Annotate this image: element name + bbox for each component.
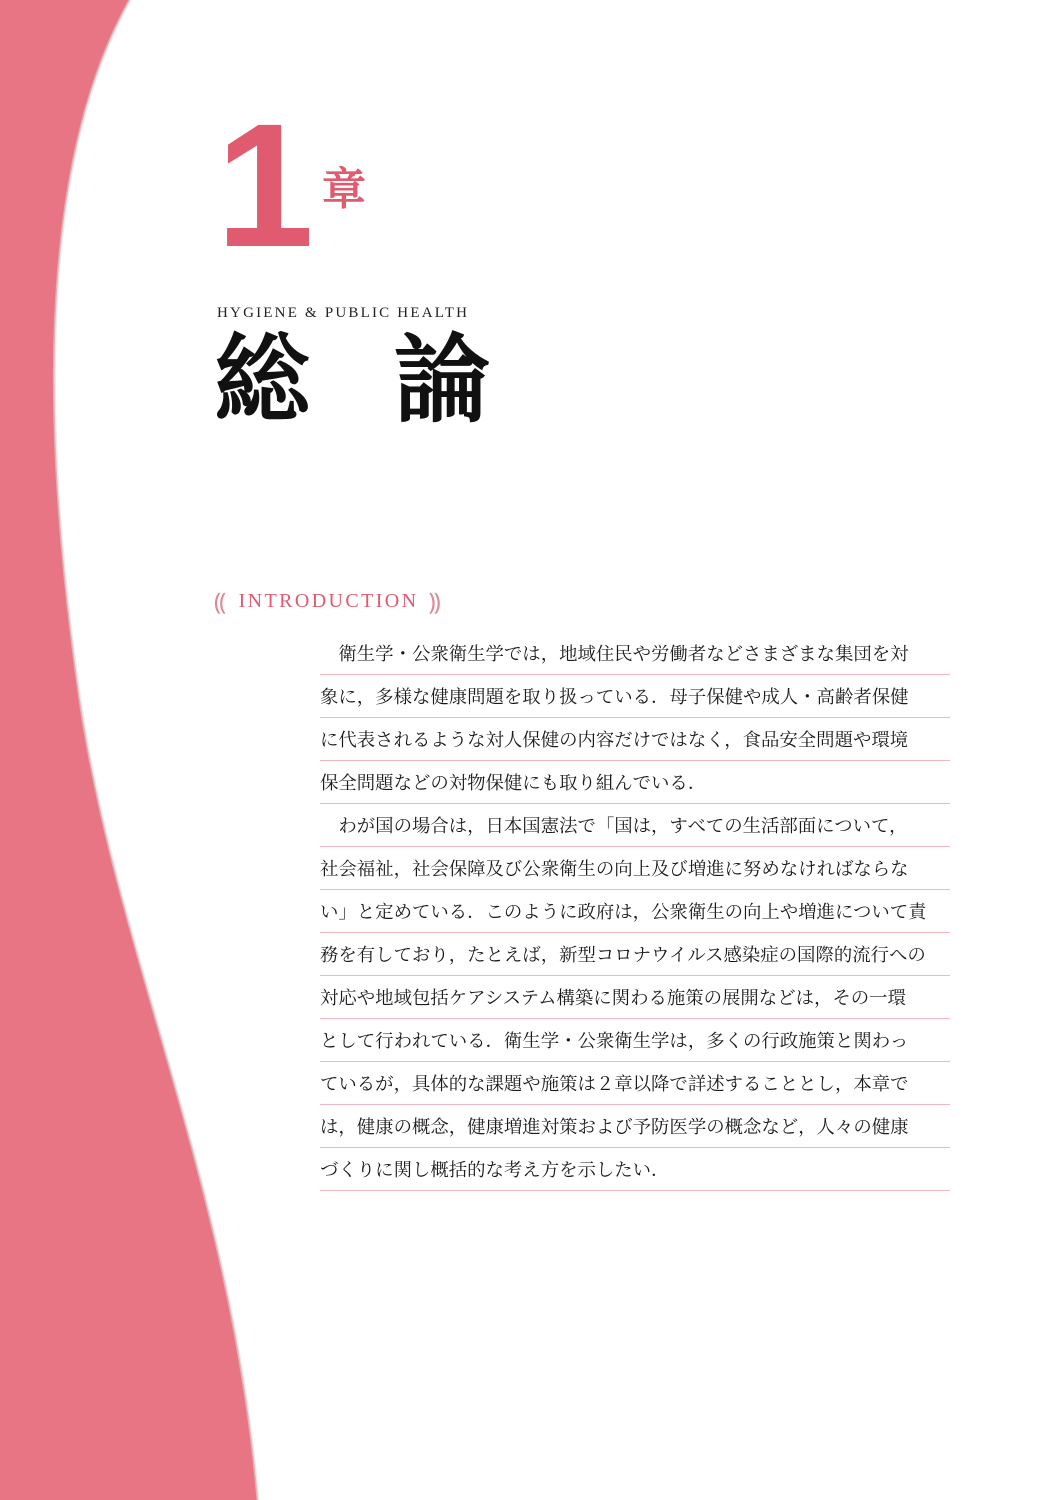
chapter-title: 総論 [214, 324, 574, 436]
section-label [214, 586, 443, 616]
intro-line: 務を有しており，たとえば，新型コロナウイルス感染症の国際的流行への [320, 933, 950, 976]
intro-line: として行われている．衛生学・公衆衛生学は，多くの行政施策と関わっ [320, 1019, 950, 1062]
chapter-subtitle: HYGIENE & PUBLIC HEALTH [217, 305, 470, 321]
right-bracket-ornament: ⸩ [428, 589, 444, 616]
intro-line: 保全問題などの対物保健にも取り組んでいる． [320, 761, 950, 804]
intro-line: ているが，具体的な課題や施策は２章以降で詳述することとし，本章で [320, 1062, 950, 1105]
intro-text-block [320, 632, 950, 1191]
left-bracket-ornament: ⸨ [214, 589, 229, 616]
chapter-suffix: 章 [322, 164, 366, 215]
section-label-text: INTRODUCTION [238, 589, 419, 612]
intro-line: わが国の場合は，日本国憲法で「国は，すべての生活部面について， [320, 804, 950, 847]
intro-line: 社会福祉，社会保障及び公衆衛生の向上及び増進に努めなければならな [320, 847, 950, 890]
intro-line: は，健康の概念，健康増進対策および予防医学の概念など，人々の健康 [320, 1105, 950, 1148]
intro-line: 対応や地域包括ケアシステム構築に関わる施策の展開などは，その一環 [320, 976, 950, 1019]
intro-line: 衛生学・公衆衛生学では，地域住民や労働者などさまざまな集団を対 [320, 632, 950, 675]
chapter-number: 1 [216, 88, 310, 284]
intro-line: づくりに関し概括的な考え方を示したい． [320, 1148, 950, 1191]
intro-line: に代表されるような対人保健の内容だけではなく，食品安全問題や環境 [320, 718, 950, 761]
intro-line: 象に，多様な健康問題を取り扱っている．母子保健や成人・高齢者保健 [320, 675, 950, 718]
intro-line: い」と定めている．このように政府は，公衆衛生の向上や増進について責 [320, 890, 950, 933]
